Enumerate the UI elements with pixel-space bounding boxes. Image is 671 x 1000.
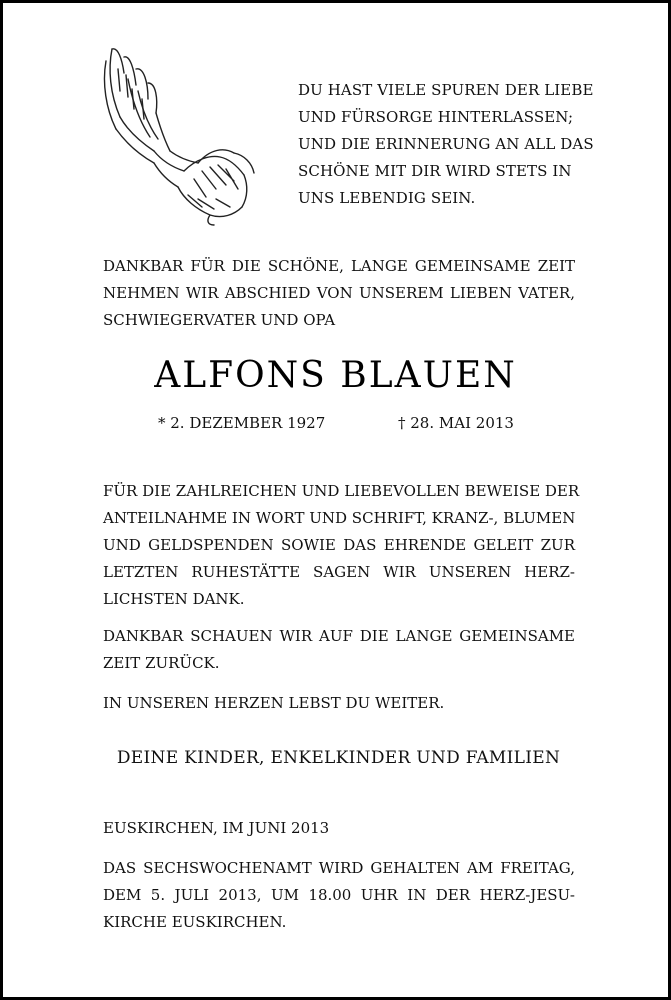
mass-line: KIRCHE EUSKIRCHEN. [103, 913, 287, 931]
intro-line: DANKBAR FÜR DIE SCHÖNE, LANGE GEMEINSAME ZEIT [103, 257, 575, 275]
gratitude-paragraph [103, 623, 575, 677]
mass-line: DEM 5. JULI 2013, UM 18.00 UHR IN DER HERZ-JESU- [103, 886, 575, 904]
intro-line: NEHMEN WIR ABSCHIED VON UNSEREM LIEBEN VATER, [103, 284, 575, 302]
poem [298, 77, 628, 212]
death-date: † 28. MAI 2013 [398, 414, 514, 432]
heart-paragraph [103, 690, 575, 717]
thanks-paragraph [103, 478, 580, 613]
thanks-line: LICHSTEN DANK. [103, 590, 245, 608]
intro-paragraph [103, 253, 575, 334]
gratitude-line: DANKBAR SCHAUEN WIR AUF DIE LANGE GEMEINSAME [103, 627, 575, 645]
place-date-line: EUSKIRCHEN, IM JUNI 2013 [103, 819, 330, 837]
thanks-line: LETZTEN RUHESTÄTTE SAGEN WIR UNSEREN HERZ- [103, 563, 575, 581]
birth-date: * 2. DEZEMBER 1927 [158, 414, 326, 432]
poem-line: DU HAST VIELE SPUREN DER LIEBE [298, 81, 594, 99]
thanks-line: ANTEILNAHME IN WORT UND SCHRIFT, KRANZ-, BLUMEN [103, 509, 576, 527]
family-signature: DEINE KINDER, ENKELKINDER UND FAMILIEN [116, 748, 561, 768]
mass-paragraph [103, 855, 575, 936]
place-date [103, 815, 575, 842]
poem-line: UND DIE ERINNERUNG AN ALL DAS [298, 135, 594, 153]
mass-line: DAS SECHSWOCHENAMT WIRD GEHALTEN AM FREITAG, [103, 859, 575, 877]
poem-line: UND FÜRSORGE HINTERLASSEN; [298, 108, 574, 126]
intro-line: SCHWIEGERVATER UND OPA [103, 311, 336, 329]
deceased-name: ALFONS BLAUEN [154, 355, 517, 396]
thanks-line: UND GELDSPENDEN SOWIE DAS EHRENDE GELEIT ZUR [103, 536, 575, 554]
heart-line: IN UNSEREN HERZEN LEBST DU WEITER. [103, 694, 445, 712]
gratitude-line: ZEIT ZURÜCK. [103, 654, 220, 672]
poem-line: SCHÖNE MIT DIR WIRD STETS IN [298, 162, 572, 180]
praying-hands-icon [98, 39, 258, 229]
thanks-line: FÜR DIE ZAHLREICHEN UND LIEBEVOLLEN BEWEISE DER [103, 482, 580, 500]
poem-line: UNS LEBENDIG SEIN. [298, 189, 476, 207]
